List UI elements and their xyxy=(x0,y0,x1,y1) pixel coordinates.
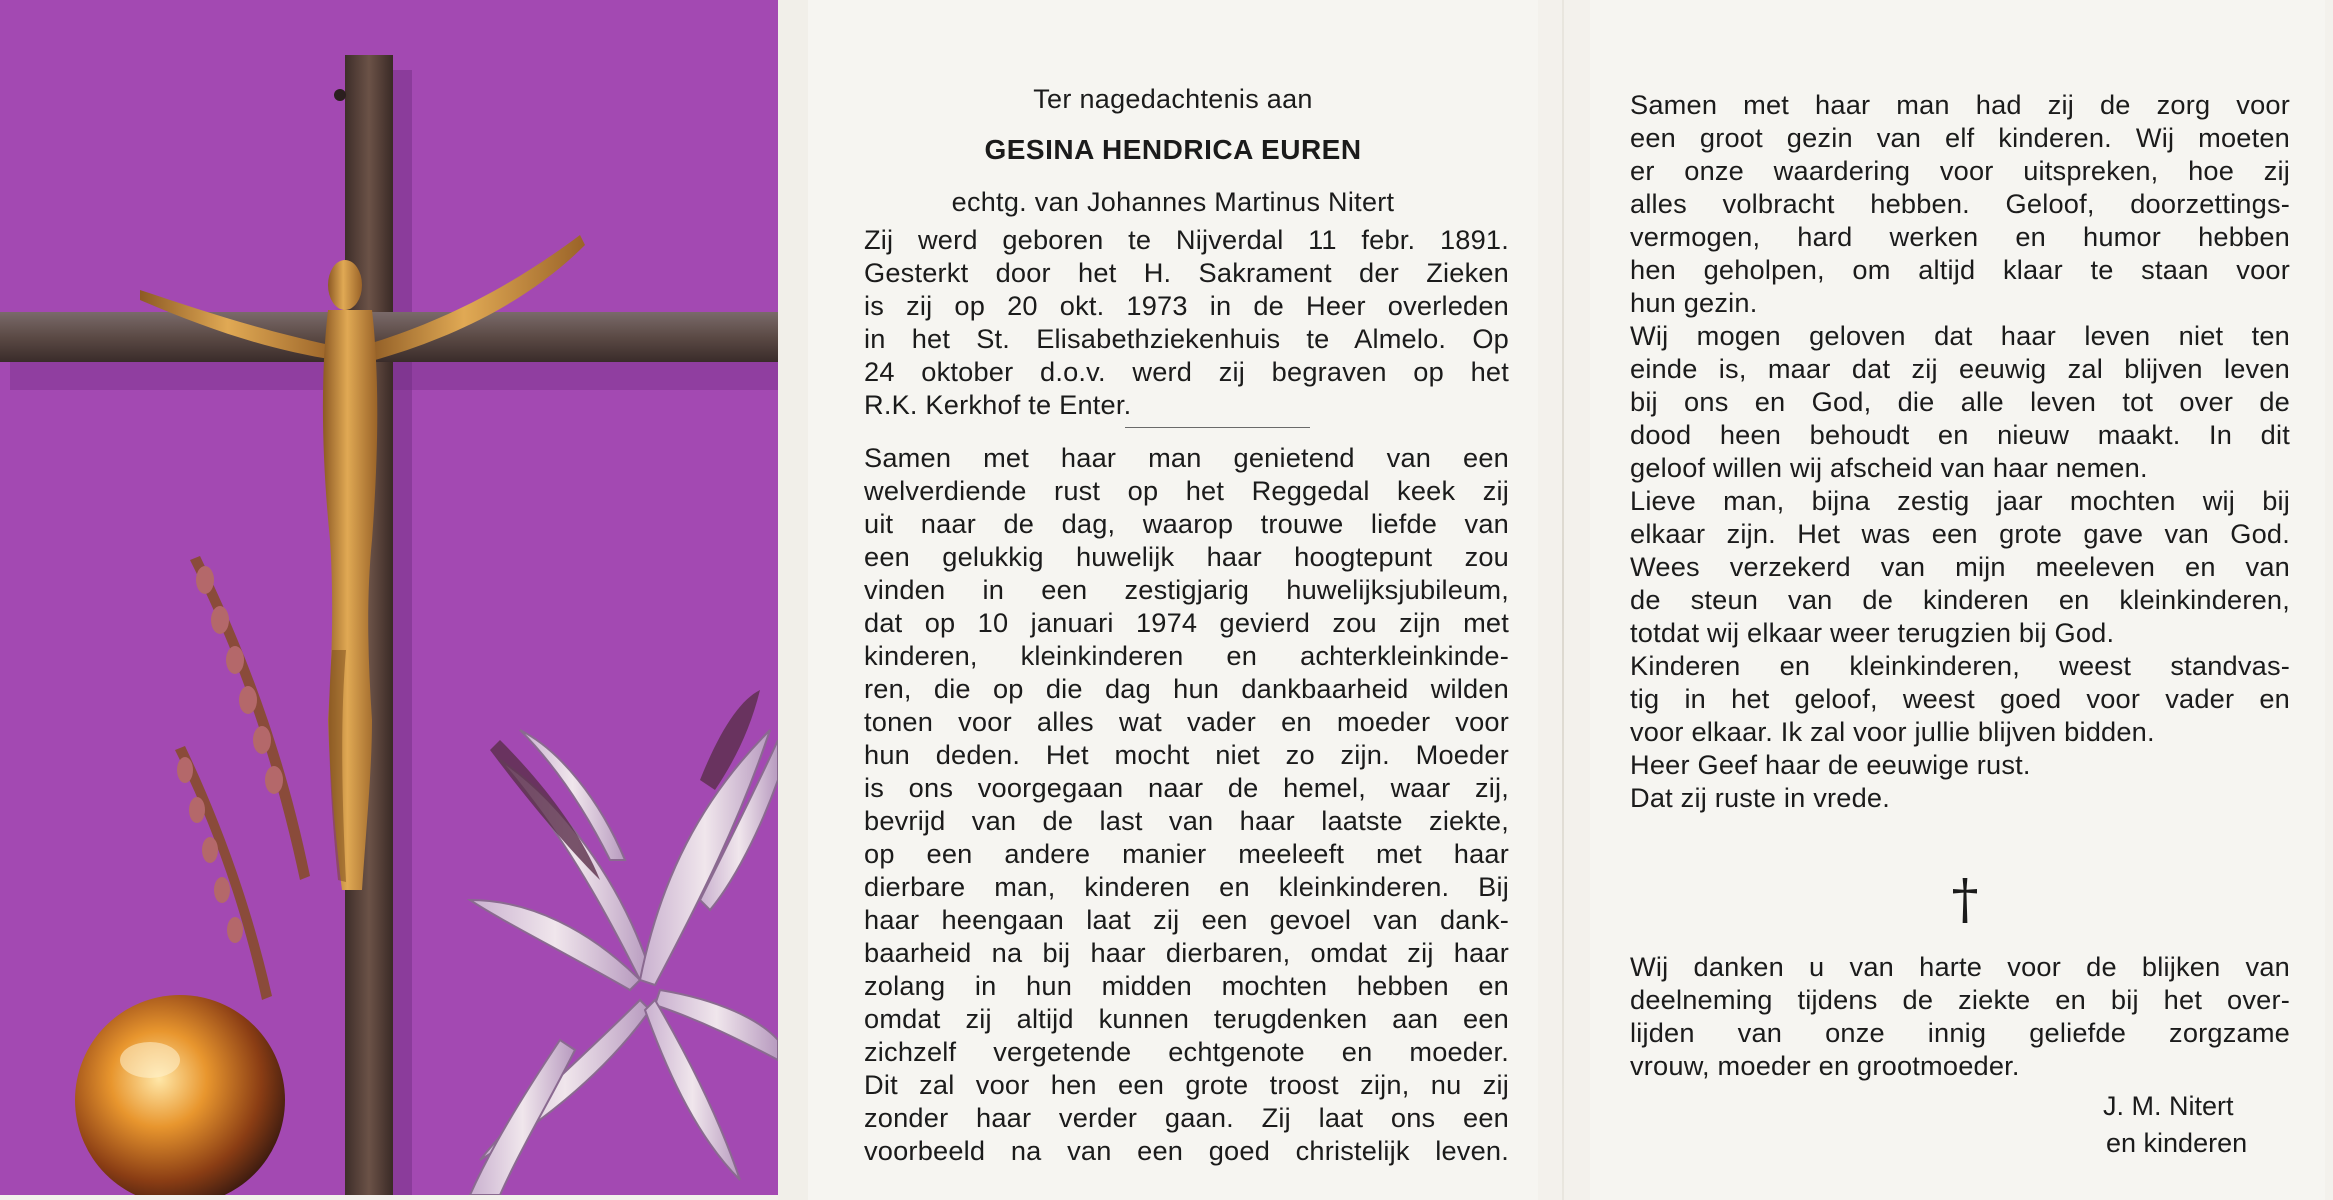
text-line: haar heengaan laat zij een gevoel van dank- xyxy=(864,904,1509,935)
deceased-name: GESINA HENDRICA EUREN xyxy=(984,134,1362,165)
text-line: Wij mogen geloven dat haar leven niet ten xyxy=(1630,320,2290,351)
text-line: voorbeeld na van een goed christelijk leven. xyxy=(864,1135,1509,1166)
biography-line: is zij op 20 okt. 1973 in de Heer overleden xyxy=(864,290,1509,321)
biography xyxy=(864,223,1509,421)
divider-rule xyxy=(1125,427,1310,428)
right-body-text xyxy=(1630,88,2290,814)
text-line: dood heen behoudt en nieuw maakt. In dit xyxy=(1630,419,2290,450)
text-line: Samen met haar man had zij de zorg voor xyxy=(1630,89,2290,120)
biography-line: 24 oktober d.o.v. werd zij begraven op het xyxy=(864,356,1509,387)
text-line: uit naar de dag, waarop trouwe liefde van xyxy=(864,508,1509,539)
text-line: hun deden. Het mocht niet zo zijn. Moeder xyxy=(864,739,1509,770)
memorial-intro: Ter nagedachtenis aan xyxy=(1033,84,1313,114)
text-line: tig in het geloof, weest goed voor vader en xyxy=(1630,683,2290,714)
biography-line: in het St. Elisabethziekenhuis te Almelo. Op xyxy=(864,323,1509,354)
thanks-text xyxy=(1630,950,2290,1082)
text-line: geloof willen wij afscheid van haar nemen. xyxy=(1630,452,2148,483)
card-fold xyxy=(1562,0,1564,1200)
text-line: op een andere manier meeleeft met haar xyxy=(864,838,1509,869)
crucifix-illustration xyxy=(0,0,778,1195)
text-line: dat op 10 januari 1974 gevierd zou zijn met xyxy=(864,607,1509,638)
text-line: vinden in een zestigjarig huwelijksjubileum, xyxy=(864,574,1509,605)
text-line: hun gezin. xyxy=(1630,287,1758,318)
text-line: totdat wij elkaar weer terugzien bij God. xyxy=(1630,617,2115,648)
spouse-line: echtg. van Johannes Martinus Nitert xyxy=(951,187,1395,217)
text-line: ren, die op die dag hun dankbaarheid wilden xyxy=(864,673,1509,704)
text-line: een groot gezin van elf kinderen. Wij moeten xyxy=(1630,122,2290,153)
text-line: Kinderen en kleinkinderen, weest standvas- xyxy=(1630,650,2290,681)
text-line: Heer Geef haar de eeuwige rust. xyxy=(1630,749,2031,780)
cross-icon: † xyxy=(1951,868,1979,931)
text-line: baarheid na bij haar dierbaren, omdat zij haar xyxy=(864,937,1509,968)
biography-line: Zij werd geboren te Nijverdal 11 febr. 1891. xyxy=(864,224,1509,255)
signature-family: en kinderen xyxy=(2106,1128,2248,1158)
text-line: omdat zij altijd kunnen terugdenken aan een xyxy=(864,1003,1509,1034)
card-margin xyxy=(778,0,808,1200)
text-line: vermogen, hard werken en humor hebben xyxy=(1630,221,2290,252)
crucifix-photo xyxy=(0,0,778,1195)
text-line: hen geholpen, om altijd klaar te staan voor xyxy=(1630,254,2290,285)
middle-body-text xyxy=(864,441,1509,1167)
text-line: voor elkaar. Ik zal voor jullie blijven bidden. xyxy=(1630,716,2155,747)
text-line: deelneming tijdens de ziekte en bij het over- xyxy=(1630,984,2290,1015)
text-line: is ons voorgegaan naar de hemel, waar zij, xyxy=(864,772,1509,803)
text-line: een gelukkig huwelijk haar hoogtepunt zou xyxy=(864,541,1509,572)
text-line: kinderen, kleinkinderen en achterkleinkinde- xyxy=(864,640,1509,671)
text-line: vrouw, moeder en grootmoeder. xyxy=(1630,1050,2020,1081)
text-line: Lieve man, bijna zestig jaar mochten wij bij xyxy=(1630,485,2290,516)
text-line: Dat zij ruste in vrede. xyxy=(1630,782,1890,813)
text-line: Samen met haar man genietend van een xyxy=(864,442,1509,473)
text-line: elkaar zijn. Het was een grote gave van God. xyxy=(1630,518,2290,549)
text-line: bij ons en God, die alle leven tot over de xyxy=(1630,386,2290,417)
text-line: er onze waardering voor uitspreken, hoe zij xyxy=(1630,155,2290,186)
text-line: zonder haar verder gaan. Zij laat ons een xyxy=(864,1102,1509,1133)
text-line: de steun van de kinderen en kleinkinderen, xyxy=(1630,584,2290,615)
text-line: tonen voor alles wat vader en moeder voor xyxy=(864,706,1509,737)
biography-line: Gesterkt door het H. Sakrament der Zieken xyxy=(864,257,1509,288)
text-line: zolang in hun midden mochten hebben en xyxy=(864,970,1509,1001)
signature-name: J. M. Nitert xyxy=(2103,1091,2234,1121)
text-line: Dit zal voor hen een grote troost zijn, nu zij xyxy=(864,1069,1509,1100)
text-line: Wij danken u van harte voor de blijken van xyxy=(1630,951,2290,982)
text-line: einde is, maar dat zij eeuwig zal blijven leven xyxy=(1630,353,2290,384)
text-line: Wees verzekerd van mijn meeleven en van xyxy=(1630,551,2290,582)
text-line: lijden van onze innig geliefde zorgzame xyxy=(1630,1017,2290,1048)
text-line: dierbare man, kinderen en kleinkinderen. Bij xyxy=(864,871,1509,902)
text-line: bevrijd van de last van haar laatste ziekte, xyxy=(864,805,1509,836)
biography-line: R.K. Kerkhof te Enter. xyxy=(864,389,1132,420)
text-line: welverdiende rust op het Reggedal keek zij xyxy=(864,475,1509,506)
text-line: zichzelf vergetende echtgenote en moeder. xyxy=(864,1036,1509,1067)
text-line: alles volbracht hebben. Geloof, doorzettings- xyxy=(1630,188,2290,219)
